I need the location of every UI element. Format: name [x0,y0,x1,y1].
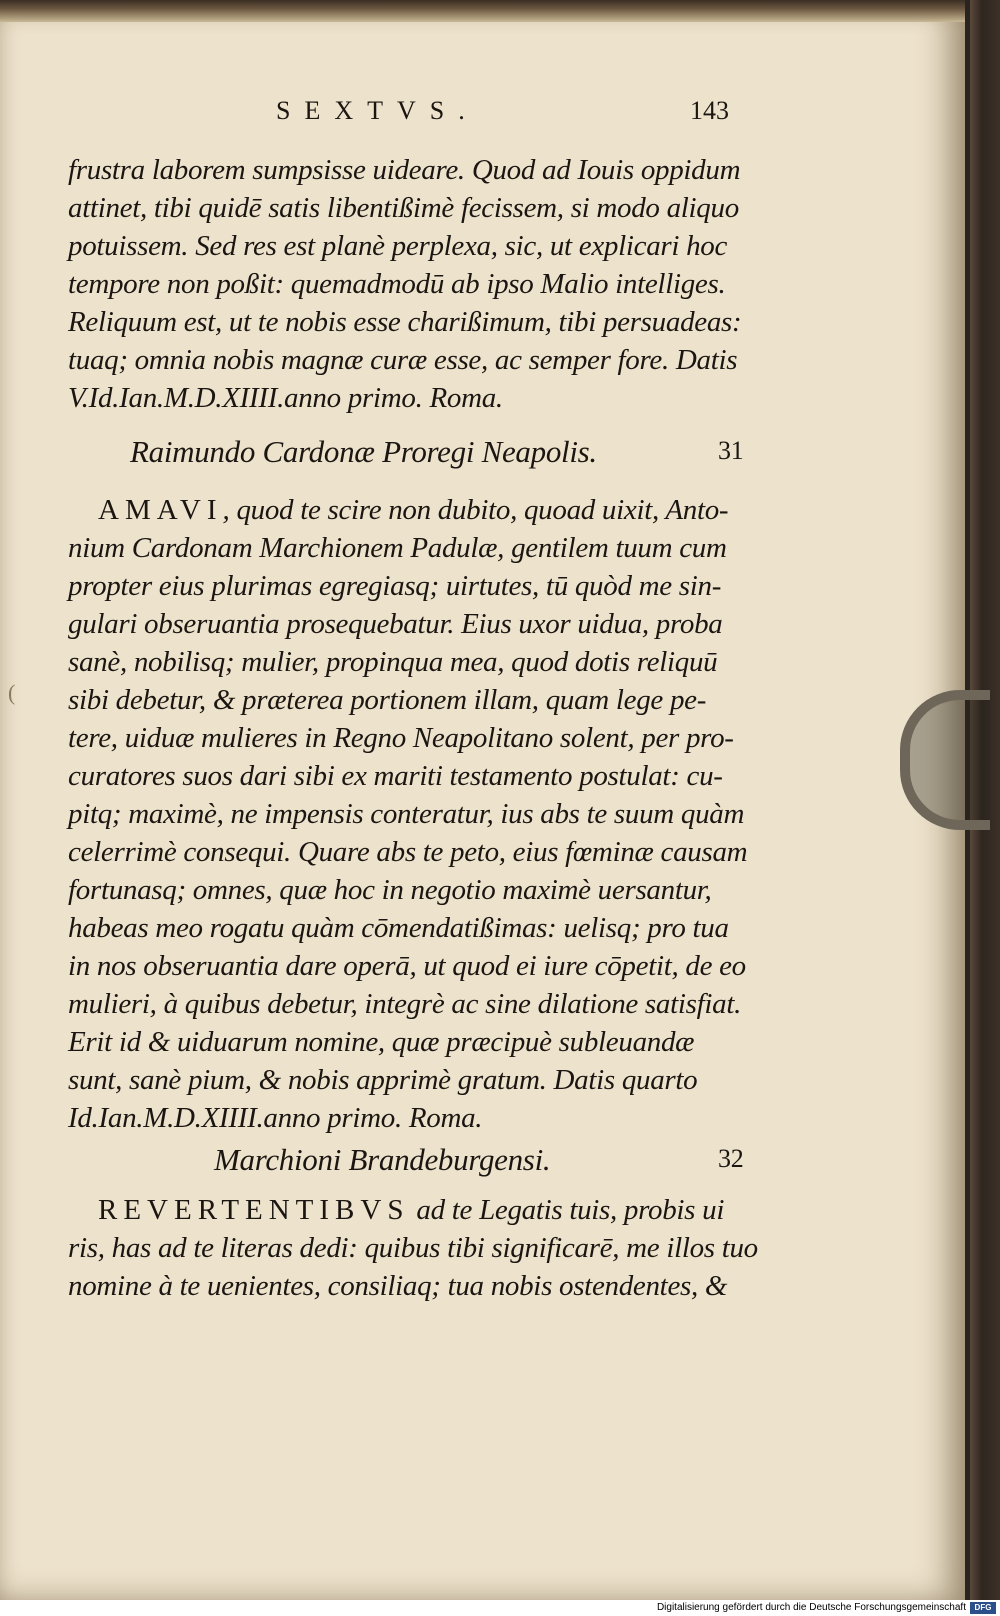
text-line: pitq; maximè, ne impensis conteratur, ius abs te suum quàm [68,798,745,830]
page-number: 143 [690,96,729,125]
text-line: nomine à te uenientes, consiliaq; tua nobis ostendentes, & [68,1270,728,1302]
text-line: nium Cardonam Marchionem Padulæ, gentilem tuum cum [68,532,727,564]
text-line: curatores suos dari sibi ex mariti testamento postulat: cu- [68,760,723,792]
text-line: sibi debetur, & præterea portionem illam, quam lege pe- [68,684,707,716]
text-line: Reliquum est, ut te nobis esse charißimum, tibi persuadeas: [68,306,742,338]
text-line: frustra laborem sumpsisse uideare. Quod ad Iouis oppidum [68,154,741,186]
text-line: Erit id & uiduarum nomine, quæ præcipuè subleuandæ [68,1026,695,1058]
page-top-edge [0,0,965,22]
text-line: gulari obseruantia prosequebatur. Eius uxor uidua, proba [68,608,723,640]
running-head: SEXTVS. [276,96,479,125]
text-line: in nos obseruantia dare operā, ut quod ei iure cōpetit, de eo [68,950,746,982]
text-line: ris, has ad te literas dedi: quibus tibi significarē, me illos tuo [68,1232,758,1264]
text-line: potuissem. Sed res est planè perplexa, sic, ut explicari hoc [68,230,728,262]
letter-heading: Raimundo Cardonæ Proregi Neapolis. [130,434,597,469]
opening-line: ad te Legatis tuis, probis ui [409,1194,725,1226]
book-clasp [900,690,990,830]
text-line: attinet, tibi quidē satis libentißimè fecissem, si modo aliquo [68,192,739,224]
opening-line: , quod te scire non dubito, quoad uixit, Anto- [222,494,729,526]
text-line: propter eius plurimas egregiasq; uirtutes, tū quòd me sin- [68,570,722,602]
letter-number: 31 [718,436,744,465]
text-line: tempore non poßit: quemadmodū ab ipso Malio intelliges. [68,268,726,300]
digitization-credit: Digitalisierung gefördert durch die Deutsche Forschungsgemeinschaft [656,1602,966,1613]
letter-opening [98,492,728,528]
text-line: fortunasq; omnes, quæ hoc in negotio maximè uersantur, [68,874,712,906]
text-line: tuaq; omnia nobis magnæ curæ esse, ac semper fore. Datis [68,344,738,376]
opening-capitals: REVERTENTIBVS [98,1194,410,1226]
text-line: sanè, nobilisq; mulier, propinqua mea, quod dotis reliquū [68,646,718,678]
opening-capitals: AMAVI [98,494,223,526]
margin-mark: ( [8,680,16,705]
letter-opening [98,1192,724,1228]
letter-number: 32 [718,1144,744,1173]
text-line: V.Id.Ian.M.D.XIIII.anno primo. Roma. [68,382,503,414]
text-line: mulieri, à quibus debetur, integrè ac sine dilatione satisfiat. [68,988,742,1020]
text-line: Id.Ian.M.D.XIIII.anno primo. Roma. [68,1102,483,1134]
text-line: habeas meo rogatu quàm cōmendatißimas: uelisq; pro tua [68,912,729,944]
letter-heading: Marchioni Brandeburgensi. [214,1142,551,1177]
digitization-credit-bar [0,1600,1000,1616]
text-line: celerrimè consequi. Quare abs te peto, eius fœminæ causam [68,836,748,868]
dfg-logo-icon: DFG [970,1602,996,1614]
text-line: tere, uiduæ mulieres in Regno Neapolitano solent, per pro- [68,722,734,754]
text-line: sunt, sanè pium, & nobis apprimè gratum. Datis quarto [68,1064,698,1096]
